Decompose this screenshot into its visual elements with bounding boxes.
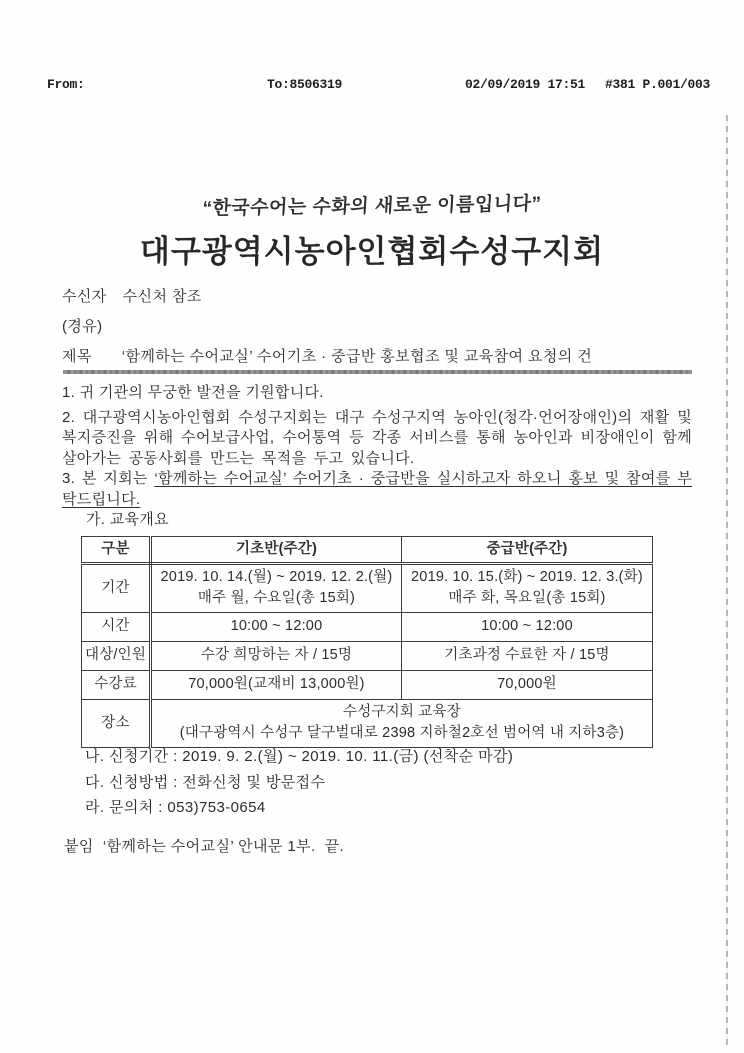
target-intermediate-cell: 기초과정 수료한 자 / 15명	[402, 641, 653, 670]
application-info-list	[85, 744, 513, 821]
section-a-heading: 가. 교육개요	[86, 511, 169, 528]
table-header-row	[82, 536, 653, 563]
subject-label: 제목	[62, 348, 92, 365]
header-basic-class: 기초반(주간)	[151, 536, 402, 563]
fax-page-counter: #381 P.001/003	[605, 77, 711, 92]
spacer	[107, 285, 123, 306]
fax-from-label: From:	[47, 77, 85, 92]
spacer	[92, 345, 122, 366]
place-label: 장소	[82, 699, 151, 747]
target-label: 대상/인원	[82, 641, 151, 670]
fee-label: 수강료	[82, 670, 151, 699]
paragraph-3-underlined: ‘함께하는 수어교실’ 수어기초 · 중급반을 실시하고자 하오니 홍보 및 참여를 부탁드립니다.	[62, 470, 692, 508]
time-label: 시간	[82, 612, 151, 641]
paragraph-3-prefix: 3. 본 지회는	[62, 470, 155, 487]
paragraph-1: 1. 귀 기관의 무궁한 발전을 기원합니다.	[62, 384, 324, 401]
paragraph-3	[62, 469, 692, 510]
target-basic-cell: 수강 희망하는 자 / 15명	[151, 641, 402, 670]
fee-intermediate-cell: 70,000원	[402, 670, 653, 699]
place-address: (대구광역시 수성구 달구벌대로 2398 지하철2호선 범어역 내 지하3층)	[179, 725, 625, 741]
place-venue: 수성구지회 교육장	[343, 704, 461, 720]
subject-text: ‘함께하는 수어교실’ 수어기초 · 중급반 홍보협조 및 교육참여 요청의 건	[121, 348, 593, 365]
fee-basic-cell: 70,000원(교재비 13,000원)	[151, 670, 402, 699]
scan-artifact-line	[726, 115, 728, 1045]
subject-line	[62, 345, 592, 366]
contact-phone: 라. 문의처 : 053)753-0654	[85, 799, 266, 816]
recipient-value: 수신처 참조	[122, 288, 202, 305]
education-overview-table	[81, 536, 653, 748]
application-period: 나. 신청기간 : 2019. 9. 2.(월) ~ 2019. 10. 11.(금) (선착순 마감)	[85, 748, 514, 765]
recipient-label: 수신자	[62, 288, 107, 305]
application-method: 다. 신청방법 : 전화신청 및 방문접수	[85, 773, 326, 791]
time-intermediate-cell: 10:00 ~ 12:00	[402, 612, 653, 641]
via-label: (경유)	[62, 318, 103, 335]
paragraph-2: 2. 대구광역시농아인협회 수성구지회는 대구 수성구지역 농아인(청각·언어장애인)의 재활 및 복지증진을 위해 수어보급사업, 수어통역 등 각종 서비스를 통해 농아인과 비장애인이 함께 살아가는 공동사회를 만드는 목적을 두고 있습니다.	[62, 408, 692, 467]
period-label: 기간	[82, 563, 151, 612]
time-basic-cell: 10:00 ~ 12:00	[151, 612, 402, 641]
via-line	[62, 315, 103, 336]
attachment-note: 붙임 ‘함께하는 수어교실’ 안내문 1부. 끝.	[64, 838, 345, 855]
fax-datetime: 02/09/2019 17:51	[465, 77, 586, 92]
period-intermediate-dates: 2019. 10. 15.(화) ~ 2019. 12. 3.(화)	[411, 569, 643, 585]
handwritten-slogan: “한국수어는 수화의 새로운 이름입니다”	[201, 193, 542, 220]
table-row-target	[82, 641, 653, 670]
period-basic-dates: 2019. 10. 14.(월) ~ 2019. 12. 2.(월)	[160, 569, 393, 585]
period-intermediate-cell	[402, 563, 653, 612]
period-basic-days: 매주 월, 수요일(총 15회)	[197, 590, 356, 606]
period-intermediate-days: 매주 화, 목요일(총 15회)	[448, 590, 606, 606]
period-basic-cell	[151, 563, 402, 612]
table-row-fee	[82, 670, 653, 699]
table-row-place	[82, 699, 653, 747]
header-category: 구분	[82, 536, 151, 563]
table-row-time	[82, 612, 653, 641]
subject-divider-rule	[63, 370, 692, 374]
recipient-line	[62, 285, 202, 306]
fax-to-number: To:8506319	[267, 77, 343, 92]
organization-title: 대구광역시농아인협회수성구지회	[139, 234, 605, 269]
fax-transmission-header	[0, 77, 744, 97]
place-merged-cell	[151, 699, 653, 747]
header-intermediate-class: 중급반(주간)	[402, 536, 653, 563]
letter-body	[62, 383, 692, 748]
table-row-period	[82, 563, 653, 612]
